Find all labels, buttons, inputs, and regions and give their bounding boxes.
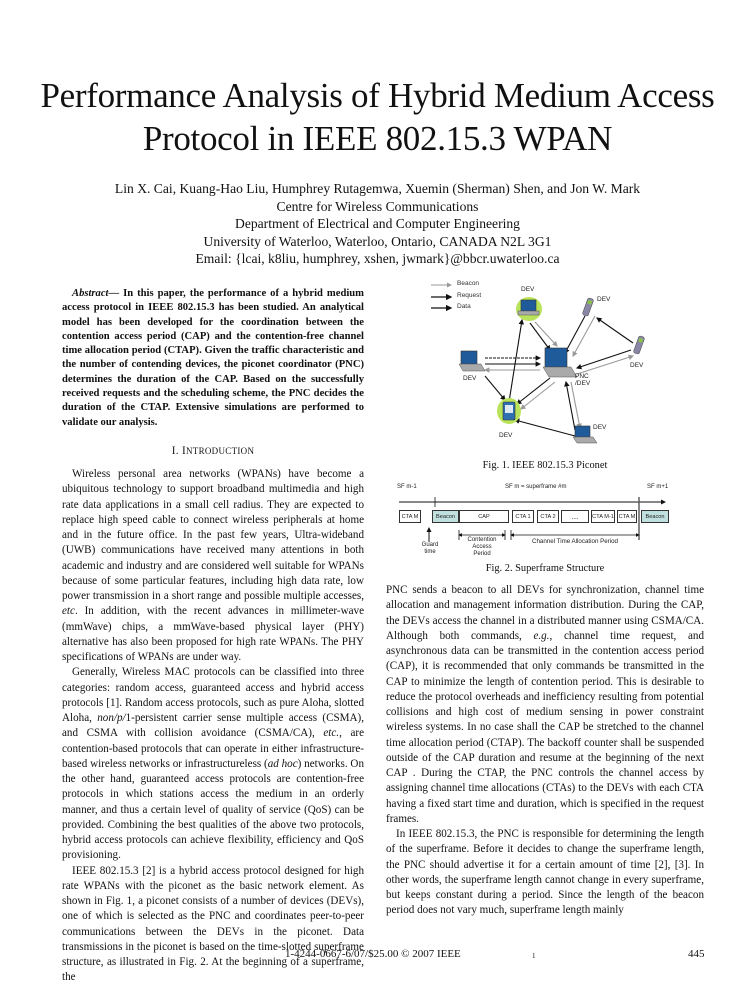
- text-run: . In addition, with the recent advances in millimeter-wave (mmWave) chips, a mmWave-based physical layer (PHY) alternative has also been proposed for high rate WPANs. The PHY specifications of WPANs are under way.: [62, 605, 364, 664]
- legend-beacon: Beacon: [457, 280, 480, 287]
- author-block: [0, 180, 755, 268]
- label-dev-pda: DEV: [499, 432, 513, 439]
- label-dev-phone-top: DEV: [597, 296, 611, 303]
- slot-cta-m-prev: CTA M: [399, 510, 421, 523]
- text-run: Generally, Wireless MAC protocols can be classified into three categories: random access, guaranteed access and hybrid access protocols [1]. Random access protocols, such as pure Aloha, slotted Aloha,: [62, 666, 364, 725]
- slot-cap: CAP: [459, 510, 509, 523]
- figure-2-caption: Fig. 2. Superframe Structure: [485, 563, 605, 574]
- text-run: , channel time request, and asynchronous data can be transmitted in the contention access period (CAP), it is recommended that only commands be transmitted in the CAP to minimize the length of contention period. This is desirable to reduce the protocol overheads and inefficiency resulting from potential collisions and high cost of medium sensing in power constraint wireless systems. In no case shall the CAP be stretched to the channel time allocation period (CTAP). The backoff counter shall be suspended outside of the CAP duration and resume at the beginning of the next CAP . During the CTAP, the PNC controls the channel access by assigning channel time allocations (CTAs) to the DEVs with each CTA having a fixed start time and duration, which is specified in the request frames.: [386, 629, 705, 825]
- footer-center-mark: 1: [532, 952, 536, 960]
- label-sf-current: SF m = superframe #m: [505, 484, 567, 490]
- page-number: 445: [688, 948, 705, 960]
- abstract-dash: —: [108, 288, 124, 299]
- text-run: , are contention-based protocols that can operate in either infrastructure-based wireless networks or infrastructureless (: [62, 727, 364, 770]
- label-sf-prev: SF m-1: [397, 484, 417, 490]
- label-contention-access-period: [459, 537, 505, 558]
- text-run: 1-persistent carrier sense multiple access (CSMA), and CSMA with collision avoidance (CSMA/CA),: [62, 712, 364, 740]
- section-number: I.: [171, 444, 182, 457]
- footer-copyright: 1-4244-0667-6/07/$25.00 © 2007 IEEE: [285, 948, 461, 960]
- slot-cta-2: CTA 2: [537, 510, 559, 523]
- legend-data: Data: [457, 303, 471, 310]
- label-sf-next: SF m+1: [647, 484, 669, 490]
- slot-beacon-next: Beacon: [641, 510, 669, 523]
- text-run-italic: etc.: [323, 727, 340, 740]
- label-dev-left: DEV: [463, 375, 477, 382]
- abstract-label: Abstract: [72, 288, 109, 299]
- text-run-italic: etc: [62, 605, 75, 618]
- label-dev-bottom: DEV: [593, 424, 607, 431]
- section-title-rest: NTRODUCTION: [185, 445, 255, 456]
- affiliation-university: University of Waterloo, Waterloo, Ontario, CANADA N2L 3G1: [203, 233, 552, 249]
- affiliation-centre: Centre for Wireless Communications: [276, 198, 479, 214]
- title-line-1: Performance Analysis of Hybrid Medium Access: [40, 76, 715, 115]
- text-run: Wireless personal area networks (WPANs) have become a ubiquitous technology to support broadband multimedia and high rate data applications in a small cell radius. They are expected to replace high speed cable to connect wireless peripherals at home and in the future office. In the past few years, Ultra-wideband (UWB) communications have received many attentions in both academic and industry and are considered well suitable for WPANs because of some particular features, including high data rate, low power transmission in a short range and possible multiple accesses,: [62, 468, 364, 603]
- section-heading-introduction: [62, 444, 364, 459]
- intro-paragraph-2: [62, 665, 364, 863]
- section-initial: I: [181, 444, 186, 457]
- right-column: [386, 583, 704, 919]
- label-guard-time: [417, 542, 443, 556]
- cap-line-1: Contention: [467, 537, 497, 543]
- guard-line-2: time: [424, 549, 436, 555]
- slot-cta-m-minus-1: CTA M-1: [591, 510, 615, 523]
- figure-1-piconet-diagram: [425, 278, 677, 446]
- slot-cta-1: CTA 1: [512, 510, 534, 523]
- intro-paragraph-3: IEEE 802.15.3 [2] is a hybrid access protocol designed for high rate WPANs with the piconet as the basic network element. As shown in Fig. 1, a piconet consists of a number of devices (DEVs), one of which is selected as the PNC and coordinates peer-to-peer communications between the DEVs in the piconet. Data transmissions in the piconet is based on the time-slotted superframe structure, as illustrated in Fig. 2. At the beginning of a superframe, the: [62, 864, 364, 984]
- abstract: [62, 287, 364, 430]
- label-ctap: Channel Time Allocation Period: [532, 538, 618, 545]
- legend-request: Request: [457, 292, 482, 299]
- figure-2-superframe-diagram: [395, 480, 685, 565]
- paper-title: [0, 74, 755, 160]
- slot-beacon: Beacon: [432, 510, 459, 523]
- right-paragraph-2: In IEEE 802.15.3, the PNC is responsible for determining the length of the superframe. Before it decides to change the superframe length, the PNC should advertise it for a certain amount of time [2], [3]. In other words, the superframe length cannot change in every superframe, but keeps constant during a period. Since the length of the beacon period does not vary much, superframe length mainly: [386, 828, 704, 917]
- text-run: PNC sends a beacon to all DEVs for synchronization, channel time allocation and management information distribution. During the CAP, the DEVs access the channel in a distributed manner using CSMA/CA. Although both commands,: [386, 584, 704, 642]
- cap-line-3: Period: [473, 551, 491, 557]
- slot-cta-m: CTA M: [617, 510, 637, 523]
- label-dev-phone-right: DEV: [630, 362, 644, 369]
- label-pnc-dev: /DEV: [575, 380, 591, 387]
- text-run-italic: ad hoc: [267, 757, 298, 770]
- text-run: ) networks. On the other hand, guaranteed access protocols are contention-free protocols in which stations access the medium in an orderly manner, and thus a certain level of quality of service (QoS) can be provided. Combining the best qualities of the above two protocols, hybrid access protocols can achieve flexibility, efficiency and QoS provisioning.: [62, 757, 364, 862]
- abstract-text: In this paper, the performance of a hybrid medium access protocol in IEEE 802.15.3 has been studied. An analytical model has been developed for the coordination between the contention access period (CAP) and the contention-free channel time allocation period (CTAP). Given the traffic characteristic and the number of contending devices, the piconet coordinator (PNC) determines the duration of the CAP. Based on the successfully received requests and the scheduling scheme, the PNC decides the duration of the CTAP. Extensive simulations are performed to validate our analysis.: [62, 288, 364, 428]
- label-pnc: PNC: [575, 373, 589, 380]
- figure-1-caption: Fig. 1. IEEE 802.15.3 Piconet: [482, 460, 608, 471]
- affiliation-department: Department of Electrical and Computer Engineering: [235, 216, 520, 231]
- author-list: Lin X. Cai, Kuang-Hao Liu, Humphrey Rutagemwa, Xuemin (Sherman) Shen, and Jon W. Mark: [114, 181, 641, 196]
- label-dev-top: DEV: [521, 286, 535, 293]
- left-column: [62, 287, 364, 986]
- slot-ellipsis: ...: [561, 510, 589, 523]
- intro-paragraph-1: [62, 467, 364, 665]
- guard-line-1: Guard: [421, 542, 439, 548]
- cap-line-2: Access: [472, 544, 492, 550]
- math-inline: non/p/: [97, 712, 126, 725]
- title-line-2: Protocol in IEEE 802.15.3 WPAN: [142, 119, 613, 158]
- right-paragraph-1: [386, 583, 704, 827]
- text-run-italic: e.g.: [533, 629, 550, 642]
- author-emails: Email: {lcai, k8liu, humphrey, xshen, jwmark}@bbcr.uwaterloo.ca: [195, 251, 560, 266]
